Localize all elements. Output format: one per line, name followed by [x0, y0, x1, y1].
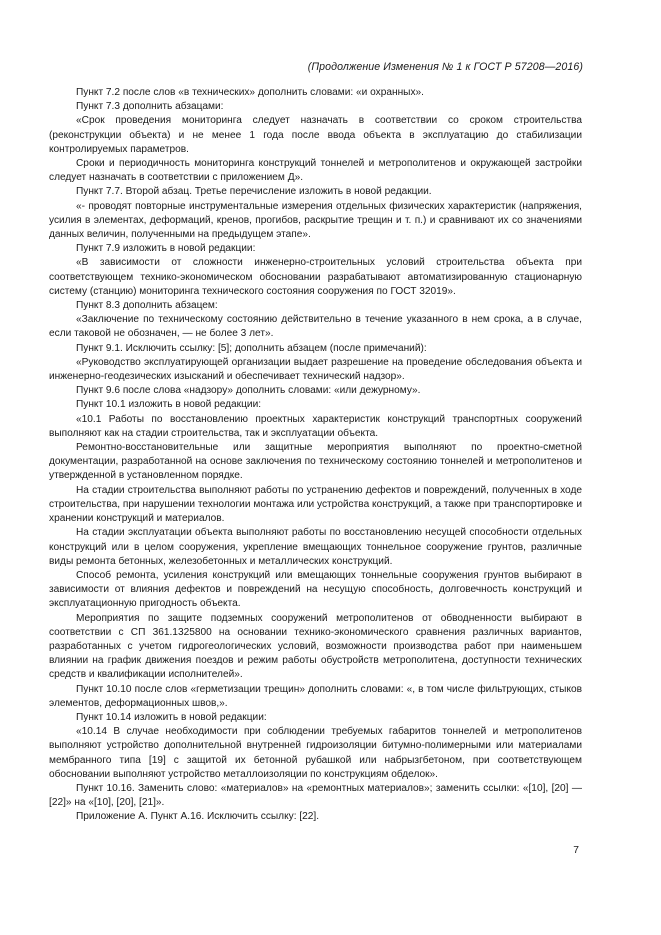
paragraph: На стадии строительства выполняют работы по устранению дефектов и повреждений, полученных в ходе строительства, при нарушении технологии монтажа или устройства конструкций, а также при транспортировке и хранении конструкций и материалов. — [49, 484, 582, 525]
paragraph: «10.1 Работы по восстановлению проектных характеристик конструкций транспортных сооружений выполняют как на стадии строительства, так и эксплуатации объекта. — [49, 413, 582, 439]
paragraph: Пункт 10.16. Заменить слово: «материалов» на «ремонтных материалов»; заменить ссылки: «[10], [20] — [22]» на «[10], [20], [21]». — [49, 782, 582, 809]
paragraph: Мероприятия по защите подземных сооружений метрополитенов от обводненности выбирают в соответствии с СП 361.1325800 на основании технико-экономического сравнения различных вариантов, разработанных с учетом гидрогеологических условий, возможности производства работ при наименьшем влиянии на график движения поездов и режим работы обустройств метрополитена, доступности технических средств и квалификации исполнителей». — [49, 612, 582, 681]
paragraph: Способ ремонта, усиления конструкций или вмещающих тоннельные сооружения грунтов выбирают в зависимости от влияния дефектов и повреждений на несущую способность, долговечность конструкций и эксплуатационную пригодность объекта. — [49, 569, 582, 610]
paragraph: Пункт 8.3 дополнить абзацем: — [76, 300, 218, 312]
paragraph: Пункт 7.2 после слов «в технических» дополнить словами: «и охранных». — [76, 87, 424, 98]
paragraph: «Заключение по техническому состоянию действительно в течение указанного в нем срока, а в случае, если таковой не обозначен, — не более 3 лет». — [49, 314, 582, 340]
paragraph: Пункт 9.1. Исключить ссылку: [5]; дополнить абзацем (после примечаний): — [76, 342, 427, 354]
paragraph: Пункт 7.7. Второй абзац. Третье перечисление изложить в новой редакции. — [76, 186, 432, 198]
paragraph: «10.14 В случае необходимости при соблюдении требуемых габаритов тоннелей и метрополитенов выполняют устройство дополнительной внутренней гидроизоляции битумно-полимерными или материалами мембранного типа [19] с защитой их бетонной рубашкой или набрызгбетоном, при соответствующем обосновании выполняют устройство металлоизоляции по конструкциям обделок». — [49, 726, 582, 780]
document-body — [49, 86, 582, 825]
paragraph: Пункт 10.10 после слов «герметизации трещин» дополнить словами: «, в том числе фильтрующих, стыков элементов, деформационных швов,». — [49, 683, 582, 709]
paragraph: На стадии эксплуатации объекта выполняют работы по восстановлению несущей способности отдельных конструкций или в целом сооружения, укрепление вмещающих тоннельное сооружение грунтов, различные виды ремонта бетонных, железобетонных и металлических конструкций. — [49, 527, 582, 567]
paragraph: «Срок проведения мониторинга следует назначать в соответствии со сроком строительства (реконструкции объекта) и не менее 1 года после ввода объекта в эксплуатацию до стабилизации контролируемых параметров. — [49, 115, 582, 155]
paragraph: Ремонтно-восстановительные или защитные мероприятия выполняют по проектно-сметной документации, разработанной на основе заключения по техническому состоянию тоннелей и метрополитенов и утвержденной в установленном порядке. — [49, 442, 582, 482]
paragraph: Пункт 10.1 изложить в новой редакции: — [76, 399, 262, 411]
paragraph: Пункт 7.3 дополнить абзацами: — [76, 101, 224, 113]
paragraph: «- проводят повторные инструментальные измерения отдельных физических характеристик (напряжения, усилия в элементах, деформаций, кренов, прогибов, раскрытие трещин и т. п.) и сравнивают их со значениями данных величин, полученными на предыдущем этапе». — [49, 200, 582, 241]
paragraph: «Руководство эксплуатирующей организации выдает разрешение на проведение обследования объекта и инженерно-геодезических изысканий и обеспечивает технический надзор». — [49, 356, 582, 383]
paragraph: «В зависимости от сложности инженерно-строительных условий строительства объекта при соответствующем технико-экономическом обосновании разрабатывают автоматизированную стационарную систему (станцию) мониторинга технического состояния сооружения по ГОСТ 32019». — [49, 257, 582, 297]
paragraph: Сроки и периодичность мониторинга конструкций тоннелей и метрополитенов и окружающей застройки следует назначать в соответствии с приложением Д». — [49, 158, 582, 184]
paragraph: Пункт 10.14 изложить в новой редакции: — [76, 711, 267, 723]
running-header: (Продолжение Изменения № 1 к ГОСТ Р 57208—2016) — [307, 61, 583, 73]
page-number: 7 — [573, 845, 579, 856]
paragraph: Пункт 9.6 после слова «надзору» дополнить словами: «или дежурному». — [76, 385, 421, 397]
paragraph: Пункт 7.9 изложить в новой редакции: — [76, 243, 256, 255]
paragraph: Приложение А. Пункт А.16. Исключить ссылку: [22]. — [76, 811, 320, 823]
